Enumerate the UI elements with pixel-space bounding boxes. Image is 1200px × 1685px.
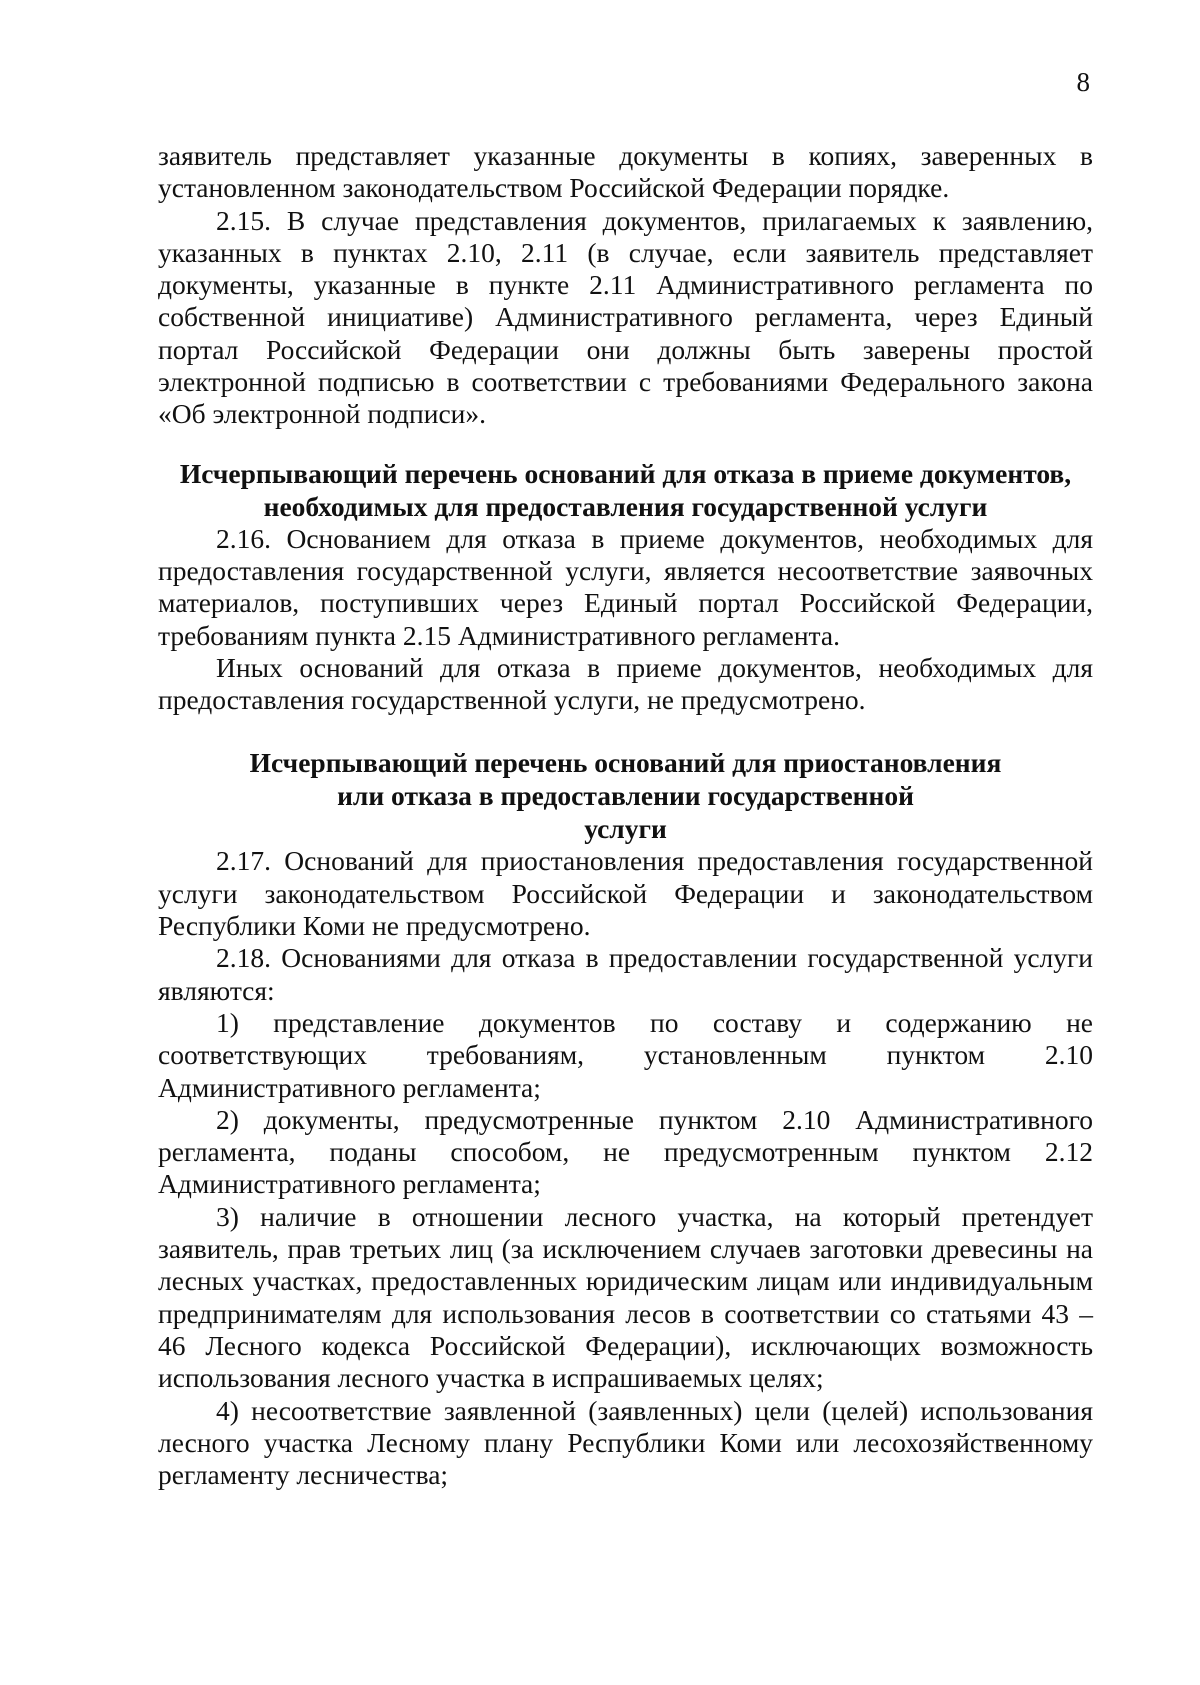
heading-line: услуги — [584, 813, 667, 845]
heading-line: Исчерпывающий перечень оснований для приостановления — [249, 747, 1002, 779]
paragraph-continuation: заявитель представляет указанные документы в копиях, заверенных в установленном законодательством Российской Федерации порядке. — [158, 140, 1093, 204]
section-heading-suspension-refusal — [158, 746, 1093, 845]
document-body — [158, 140, 1093, 1491]
list-item-1: 1) представление документов по составу и содержанию не соответствующих требованиям, установленным пунктом 2.10 Административного регламента; — [158, 1006, 1093, 1103]
page-number: 8 — [1076, 67, 1090, 97]
paragraph-2-16: 2.16. Основанием для отказа в приеме документов, необходимых для предоставления государственной услуги, является несоответствие заявочных материалов, поступивших через Единый портал Российской Федерации, требованиям пункта 2.15 Административного регламента. — [158, 522, 1093, 651]
heading-line: или отказа в предоставлении государственной — [337, 780, 914, 812]
list-item-4: 4) несоответствие заявленной (заявленных) цели (целей) использования лесного участка Лесному плану Республики Коми или лесохозяйственному регламенту лесничества; — [158, 1394, 1093, 1491]
heading-line: необходимых для предоставления государственной услуги — [263, 490, 988, 522]
paragraph-2-15: 2.15. В случае представления документов, прилагаемых к заявлению, указанных в пунктах 2.10, 2.11 (в случае, если заявитель представляет документы, указанные в пункте 2.11 Административного регламента по собственной инициативе) Административного регламента, через Единый портал Российской Федерации они должны быть заверены простой электронной подписью в соответствии с требованиями Федерального закона «Об электронной подписи». — [158, 204, 1093, 430]
paragraph-2-18: 2.18. Основаниями для отказа в предоставлении государственной услуги являются: — [158, 942, 1093, 1006]
paragraph-2-17: 2.17. Оснований для приостановления предоставления государственной услуги законодательством Российской Федерации и законодательством Республики Коми не предусмотрено. — [158, 845, 1093, 942]
list-item-3: 3) наличие в отношении лесного участка, на который претендует заявитель, прав третьих лиц (за исключением случаев заготовки древесины на лесных участках, предоставленных юридическим лицам или индивидуальным предпринимателям для использования лесов в соответствии со статьями 43 – 46 Лесного кодекса Российской Федерации), исключающих возможность использования лесного участка в испрашиваемых целях; — [158, 1200, 1093, 1394]
paragraph-no-other-grounds: Иных оснований для отказа в приеме документов, необходимых для предоставления государственной услуги, не предусмотрено. — [158, 651, 1093, 716]
heading-line: Исчерпывающий перечень оснований для отказа в приеме документов, — [179, 457, 1072, 489]
list-item-2: 2) документы, предусмотренные пунктом 2.10 Административного регламента, поданы способом, не предусмотренным пунктом 2.12 Административного регламента; — [158, 1103, 1093, 1200]
section-heading-refusal-acceptance — [158, 457, 1093, 523]
